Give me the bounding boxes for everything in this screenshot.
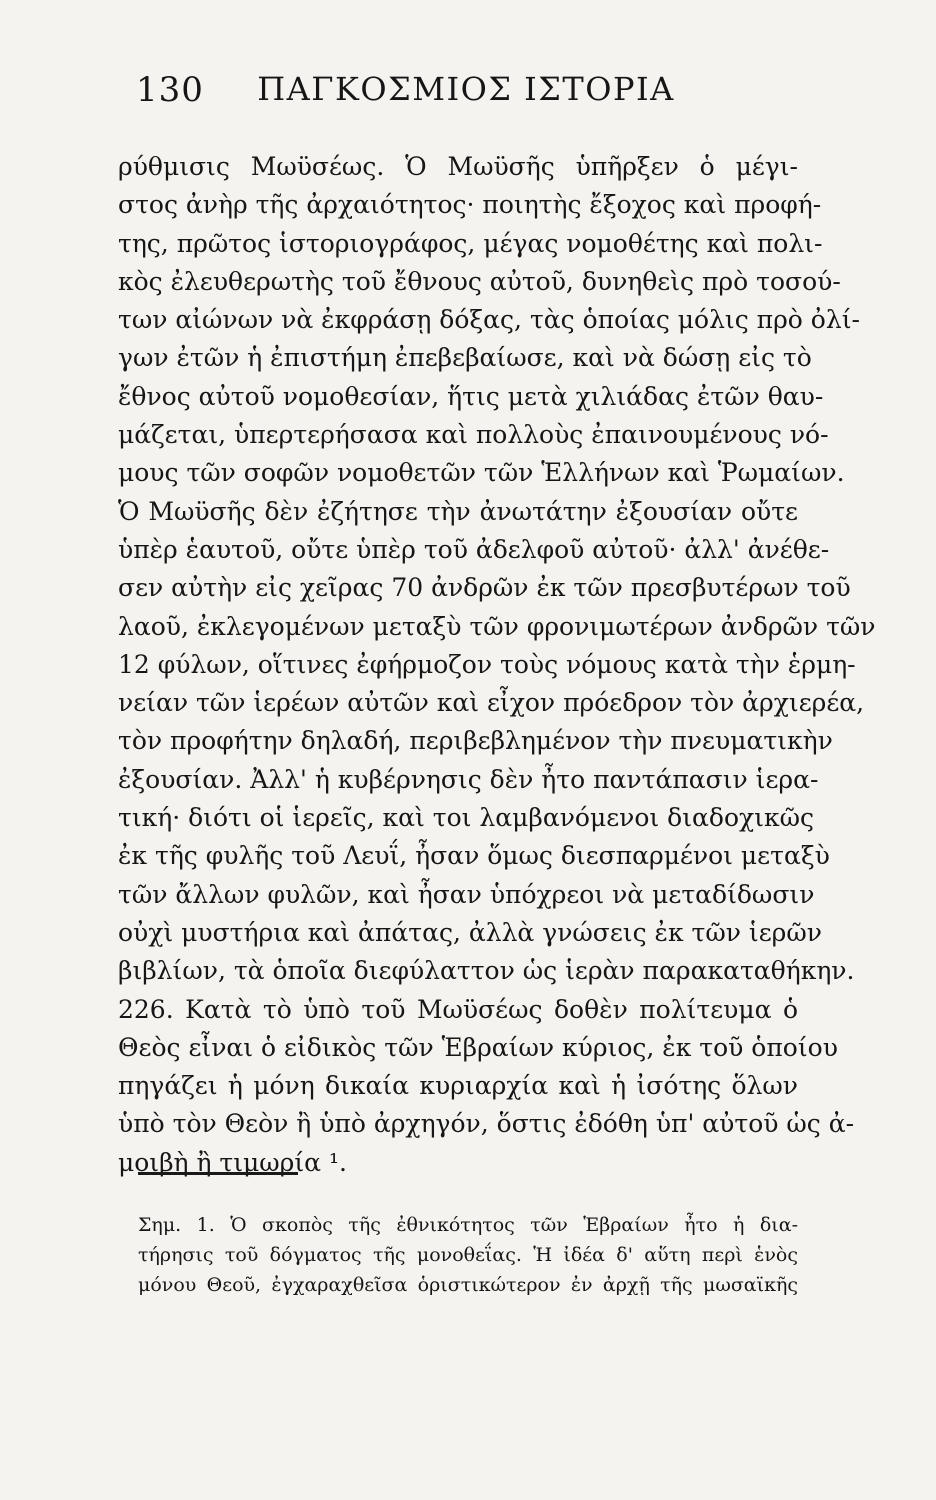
text-line: ὑπὲρ ἑαυτοῦ, οὔτε ὑπὲρ τοῦ ἀδελφοῦ αὐτοῦ· ἀλλ' ἀνέθε- [118, 534, 830, 564]
text-line: τῶν ἄλλων φυλῶν, καὶ ἦσαν ὑπόχρεοι νὰ μεταδίδωσιν [118, 879, 815, 909]
text-line: ἐξουσίαν. Ἀλλ' ἡ κυβέρνησις δὲν ἦτο παντάπασιν ἱερα- [118, 764, 819, 794]
text-line: 226. Κατὰ τὸ ὑπὸ τοῦ Μωϋσέως δοθὲν πολίτευμα ὁ [118, 994, 798, 1024]
text-line: κὸς ἐλευθερωτὴς τοῦ ἔθνους αὐτοῦ, δυνηθεὶς πρὸ τοσού- [118, 266, 841, 296]
text-line: της, πρῶτος ἱστοριογράφος, μέγας νομοθέτης καὶ πολι- [118, 228, 823, 258]
text-line: μάζεται, ὑπερτερήσασα καὶ πολλοὺς ἐπαινουμένους νό- [118, 420, 829, 450]
text-line: λαοῦ, ἐκλεγομένων μεταξὺ τῶν φρονιμωτέρων ἀνδρῶν τῶν [118, 611, 876, 641]
footnote [138, 1210, 798, 1300]
text-line: μους τῶν σοφῶν νομοθετῶν τῶν Ἑλλήνων καὶ Ῥωμαίων. [118, 458, 845, 488]
text-line: ἐκ τῆς φυλῆς τοῦ Λευΐ, ἦσαν ὅμως διεσπαρμένοι μεταξὺ [118, 841, 830, 871]
text-line: βιβλίων, τὰ ὁποῖα διεφύλαττον ὡς ἱερὰν παρακαταθήκην. [118, 956, 855, 986]
text-line: Θεὸς εἶναι ὁ εἰδικὸς τῶν Ἑβραίων κύριος, ἐκ τοῦ ὁποίου [118, 1032, 838, 1062]
text-line: τὸν προφήτην δηλαδή, περιβεβλημένον τὴν πνευματικὴν [118, 726, 833, 756]
main-text [118, 148, 876, 1182]
footnote-separator [138, 1172, 298, 1175]
text-line: τική· διότι οἱ ἱερεῖς, καὶ τοι λαμβανόμενοι διαδοχικῶς [118, 803, 814, 833]
footnote-line: μόνου Θεοῦ, ἐγχαραχθεῖσα ὁριστικώτερον ἐν ἀρχῇ τῆς μωσαϊκῆς [138, 1274, 798, 1296]
text-line: 12 φύλων, οἵτινες ἐφήρμοζον τοὺς νόμους κατὰ τὴν ἑρμη- [118, 649, 856, 679]
footnote-line: τήρησις τοῦ δόγματος τῆς μονοθεΐας. Ἡ ἰδέα δ' αὕτη περὶ ἑνὸς [138, 1244, 798, 1266]
footnote-line: Σημ. 1. Ὁ σκοπὸς τῆς ἐθνικότητος τῶν Ἑβραίων ἦτο ἡ δια- [138, 1214, 798, 1236]
text-line: μοιβὴ ἢ τιμωρία ¹. [118, 1147, 347, 1177]
text-line: ρύθμισις Μωϋσέως. Ὁ Μωϋσῆς ὑπῆρξεν ὁ μέγι- [118, 152, 798, 181]
text-line: οὐχὶ μυστήρια καὶ ἀπάτας, ἀλλὰ γνώσεις ἐκ τῶν ἱερῶν [118, 917, 822, 947]
text-line: ἔθνος αὐτοῦ νομοθεσίαν, ἥτις μετὰ χιλιάδας ἐτῶν θαυ- [118, 381, 824, 411]
text-line: των αἰώνων νὰ ἐκφράσῃ δόξας, τὰς ὁποίας μόλις πρὸ ὀλί- [118, 305, 860, 335]
text-line: στος ἀνὴρ τῆς ἀρχαιότητος· ποιητὴς ἔξοχος καὶ προφή- [118, 190, 822, 220]
page-header [136, 70, 796, 120]
page-number: 130 [136, 70, 204, 110]
running-title: ΠΑΓΚΟΣΜΙΟΣ ΙΣΤΟΡΙΑ [257, 70, 675, 108]
text-line: γων ἐτῶν ἡ ἐπιστήμη ἐπεβεβαίωσε, καὶ νὰ δώσῃ εἰς τὸ [118, 343, 812, 373]
text-line: νείαν τῶν ἱερέων αὐτῶν καὶ εἶχον πρόεδρον τὸν ἀρχιερέα, [118, 688, 865, 718]
text-line: σεν αὐτὴν εἰς χεῖρας 70 ἀνδρῶν ἐκ τῶν πρεσβυτέρων τοῦ [118, 573, 851, 603]
text-line: ὑπὸ τὸν Θεὸν ἢ ὑπὸ ἀρχηγόν, ὅστις ἐδόθη ὑπ' αὐτοῦ ὡς ἀ- [118, 1109, 855, 1139]
text-line: Ὁ Μωϋσῆς δὲν ἐζήτησε τὴν ἀνωτάτην ἐξουσίαν οὔτε [118, 496, 798, 526]
text-line: πηγάζει ἡ μόνη δικαία κυριαρχία καὶ ἡ ἰσότης ὅλων [118, 1071, 798, 1101]
